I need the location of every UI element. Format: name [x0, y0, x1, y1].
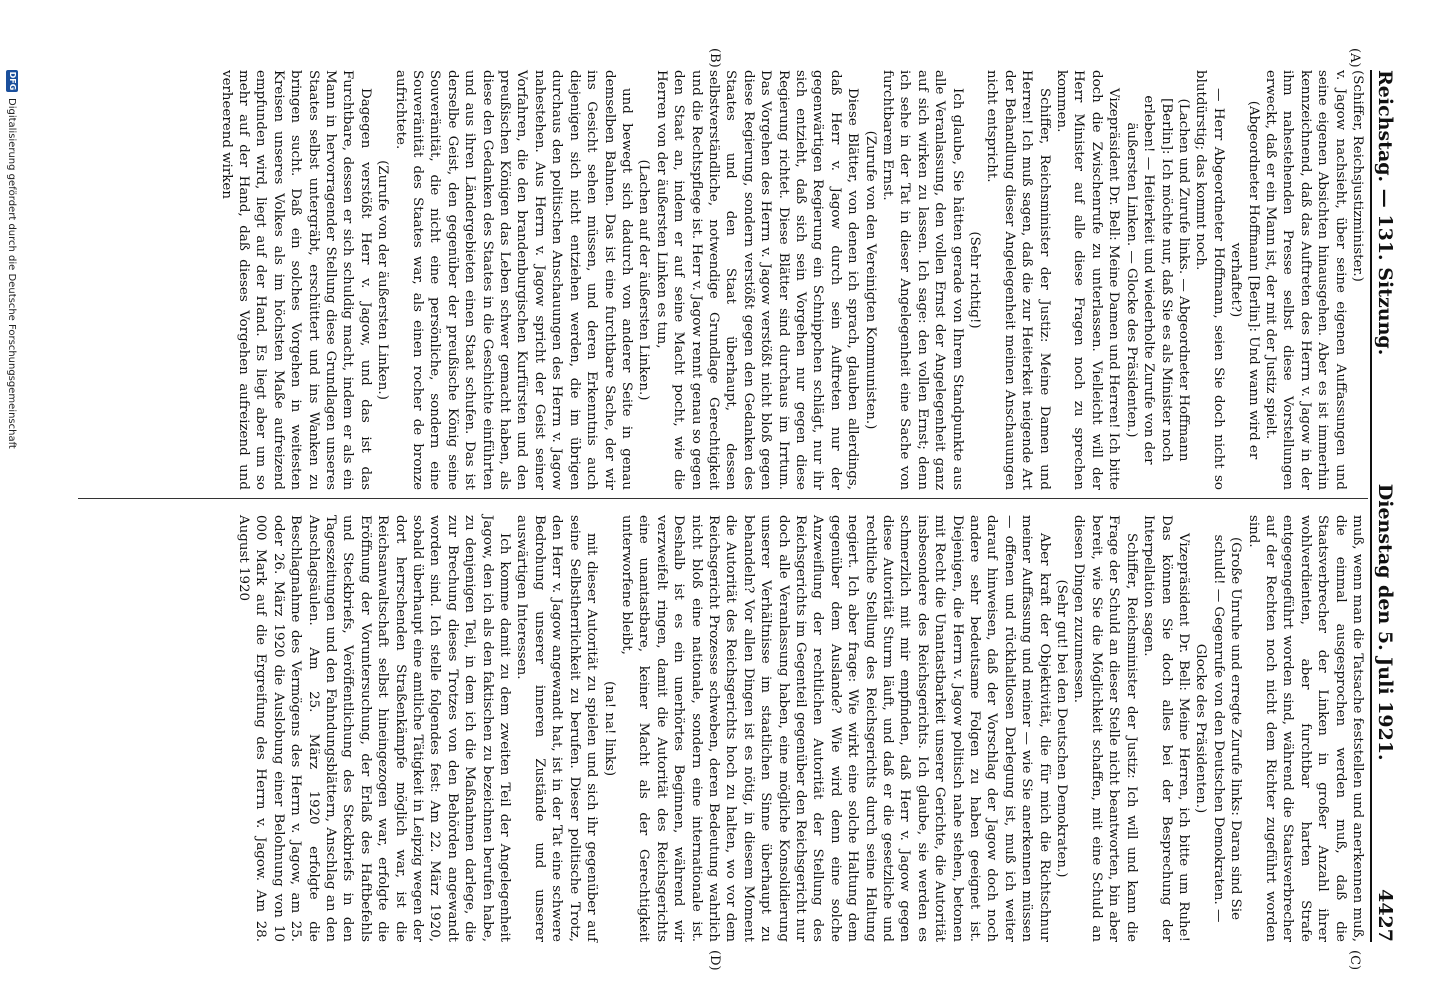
paragraph: v. Jagow nachsieht, über seine eigenen Auffassungen und seine eigenen Absichten hinausgehen. Aber es ist immerhin kennzeichnend, daß das Auftreten des Herrn v. Jagow in der ihm nahestehenden Presse selbst diese Vorstellungen erweckt, daß er ein Mann ist, der mit der Justiz spielt.	[1262, 70, 1348, 490]
paragraph: Vizepräsident Dr. Bell: Meine Herren, ich bitte um Ruhe! Das können Sie doch alles bei der Besprechung der Interpellation sagen.	[1141, 515, 1191, 942]
interjection: (na! na! links)	[601, 680, 617, 777]
paragraph: — Herr Abgeordneter Hoffmann, seien Sie doch nicht so blutdürstig; das kommt noch.	[1193, 70, 1226, 490]
paragraph: Dagegen verstößt Herr v. Jagow, und das ist das Furchtbare, dessen er sich schuldig macht, indem er als ein Mann in hervorragender Stellung diese Grundlagen unseres Staates selbst untergräbt, erschüttert und ins Wanken zu bringen sucht. Daß ein solches Vorgehen in weitesten Kreisen unseres Volkes als im höchsten Maße aufreizend empfunden wird, liegt auf der Hand. Es liegt aber um so mehr auf der Hand, daß dieses Vorgehen aufreizend und verheerend wirken	[218, 70, 373, 490]
interjection: (Große Unruhe und erregte Zurufe links: Daran sind Sie schuld! — Gegenrufe von den Deutschen Demokraten. — Glocke des Präsidenten.)	[1193, 534, 1244, 923]
paragraph: muß, wenn man die Tatsache feststellen und anerkennen muß, die einmal ausgesprochen werden muß, daß die Staatsverbrecher der Linken in großer Anzahl ihrer wohlverdienten, aber furchtbar harten Strafe entgegengeführt worden sind, während die Staatsverbrecher auf der Rechten noch nicht dem Richter zugeführt worden sind.	[1245, 515, 1365, 942]
interjection: (Zurufe von der äußersten Linken.)	[375, 160, 391, 400]
margin-mark-a: (A)	[1347, 48, 1362, 68]
interjection: (Sehr gut! bei den Deutschen Demokraten.)	[1054, 579, 1070, 878]
interjection: (Lachen auf der äußersten Linken.)	[636, 159, 652, 401]
paragraph: Schiffer, Reichsminister der Justiz: Meine Damen und Herren! Ich muß sagen, daß die zur Heiterkeit neigende Art der Behandlung dieser Angelegenheit meinen Anschauungen nicht entspricht.	[984, 70, 1052, 490]
interjection: (Abgeordneter Hoffmann [Berlin]: Und wann wird er verhaftet?)	[1228, 100, 1261, 460]
digitization-credit: Digitalisierung gefördert durch die Deutsche Forschungsgemeinschaft	[6, 98, 18, 449]
paragraph: (Schiffer, Reichsjustizminister.)	[1350, 70, 1365, 282]
dfg-logo: DFG	[8, 71, 17, 91]
interjection: (Zurufe von den Vereinigten Kommunisten.)	[862, 130, 878, 430]
paragraph: mit dieser Autorität zu spielen und sich ihr gegenüber auf seine Selbstherrlichkeit zu berufen. Dieser politische Trotz, den Herr v. Jagow angewandt hat, ist in der Tat eine schwere Bedrohung unserer inneren Zustände und unserer auswärtigen Interessen.	[514, 515, 600, 942]
paragraph: und bewegt sich dadurch von anderer Seite in genau demselben Bahnen. Das ist eine furchtbare Sache, der wir ins Gesicht sehen müssen, und deren Erkenntnis auch diejenigen sich nicht entziehen werden, die im übrigen durchaus den politischen Anschauungen des Herrn v. Jagow nahestehen. Aus Herrn v. Jagow spricht der Geist seiner Vorfahren, die den brandenburgischen Kurfürsten und den preußischen Königen das Leben schwer gemacht haben, als diese den Gedanken des Staates in die Geschichte einführten und aus ihren Ländergebieten einen Staat schufen. Das ist derselbe Geist, den gegenüber der preußische König seine Souveränität, die nicht eine persönliche, sondern eine Souveränität des Staates war, als einen rocher de bronze aufrichtete.	[392, 70, 634, 490]
paragraph: Aber kraft der Objektivität, die für mich die Richtschnur meiner Auffassung und meiner — wie Sie anerkennen müssen — offenen und rückhaltlosen Darlegung ist, muß ich weiter darauf hinweisen, daß der Vorschlag der Jagow doch noch andere sehr bedeutsame Folgen zu haben geeignet ist. Diejenigen, die Herrn v. Jagow politisch nahe stehen, betonen mit Recht die Unantastbarkeit unserer Gerichte, die Autorität insbesondere des Reichsgerichts. Ich glaube, sie werden es schmerzlich mit mir empfinden, daß Herr v. Jagow gegen diese Autorität Sturm läuft, und daß er die gesetzliche und rechtliche Stellung des Reichsgerichts durch seine Haltung negiert. Ich aber frage: Wie wirkt eine solche Haltung dem gegenüber dem Auslande? Wie wird denn eine solche Anzweiflung der rechtlichen Autorität der Stellung des Reichsgerichts im Gegenteil gegenüber den Reichsgericht nur doch alle Veranlassung haben, eine mögliche Konsolidierung unserer Verhältnisse im staatlichen Sinne überhaupt zu behandeln? Vor allen Dingen ist es nötig, in diesem Moment die Autorität des Reichsgerichts hoch zu halten, wo vor dem Reichsgericht Prozesse schweben, deren Bedeutung wahrlich nicht bloß eine nationale, sondern eine internationale ist. Deshalb ist es ein unerhörtes Beginnen, während wir verzweifelt ringen, damit die Autorität des Reichsgerichts eine unantastbare, keiner Macht als der Gerechtigkeit unterworfene bleibt,	[618, 515, 1052, 942]
interjection: (Sehr richtig!)	[967, 231, 983, 329]
margin-mark-c: (C)	[1347, 950, 1362, 971]
margin-mark-b: (B)	[707, 48, 722, 68]
interjection: (Lachen und Zurufe links. — Abgeordneter Hoffmann [Berlin]: Ich möchte nur, daß Sie es als Minister noch erleben! — Heiterkeit und wiederholte Zurufe von der äußersten Linken. — Glocke des Präsidenten.)	[1123, 95, 1191, 465]
page-footer	[6, 70, 18, 449]
page-number: 4427	[1374, 889, 1396, 942]
column-divider	[78, 498, 1368, 499]
header-date: Dienstag den 5. Juli 1921.	[1374, 483, 1396, 761]
margin-mark-d: (D)	[707, 950, 722, 971]
paragraph: Diese Blätter, von denen ich sprach, glauben allerdings, daß Herr v. Jagow durch sein Auftreten nur der gegenwärtigen Regierung ein Schnippchen schlägt, nur ihr sich entzieht, daß sich sein Vorgehen nur gegen diese Regierung richtet. Diese Blätter sind durchaus im Irrtum. Das Vorgehen des Herrn v. Jagow verstößt nicht bloß gegen diese Regierung, sondern verstößt gegen den Gedanken des Staates und den Staat überhaupt, dessen selbstverständliche, notwendige Grundlage Gerechtigkeit und die Rechtspflege ist. Herr v. Jagow rennt genau so gegen den Staat an, indem er auf seine Macht pocht, wie die Herren von der äußersten Linken es tun,	[653, 70, 861, 490]
paragraph: Schiffer, Reichsminister der Justiz: Ich will und kann die Frage der Schuld an dieser Stelle nicht beantworten, bin aber bereit, wie Sie die Möglichkeit schaffen, mit eine Schuld an diesen Dingen zuzumessen.	[1071, 515, 1139, 942]
left-column	[217, 70, 1366, 490]
paragraph: Ich glaube, Sie hätten gerade von Ihrem Standpunkte aus alle Veranlassung, den vollen Ernst der Angelegenheit ganz auf sich wirken zu lassen. Ich sage: den vollen Ernst; denn ich sehe in der Tat in dieser Angelegenheit eine Sache von furchtbarem Ernst.	[880, 70, 965, 490]
paragraph: Vizepräsident Dr. Bell: Meine Damen und Herren! Ich bitte doch die Zwischenrufe zu unterlassen. Vielleicht will der Herr Minister auf alle diese Fragen noch zu sprechen kommen.	[1054, 70, 1122, 490]
paragraph: Ich komme damit zu dem zweiten Teil der Angelegenheit Jagow, den ich als den faktischen zu bezeichnen berufen habe, zu denjenigen Teil, in dem ich die Maßnahmen darlege, die zur Brechung dieses Trotzes von den Behörden angewandt worden sind. Ich stelle folgendes fest: Am 22. März 1920, sobald überhaupt eine amtliche Tätigkeit in Leipzig wegen der dort herrschenden Straßenkämpfe möglich war, ist die Reichsanwaltschaft selbst hineingezogen war, erfolgte die Eröffnung der Voruntersuchung, der Erlaß des Haftbefehls und Steckbriefs, Veröffentlichung des Steckbriefs in den Tageszeitungen und den Fahndungsblättern, Anschlag an den Anschlagsäulen. Am 25. März 1920 erfolgte die Beschlagnahme des Vermögens des Herrn v. Jagow, am 25. oder 26. März 1920 die Auslobung einer Belohnung von 10 000 Mark auf die Ergreifung des Herrn v. Jagow. Am 28. August 1920	[236, 515, 513, 942]
header-left: Reichstag. — 131. Sitzung.	[1374, 70, 1396, 356]
right-column	[235, 515, 1366, 942]
page-header	[1370, 70, 1404, 942]
